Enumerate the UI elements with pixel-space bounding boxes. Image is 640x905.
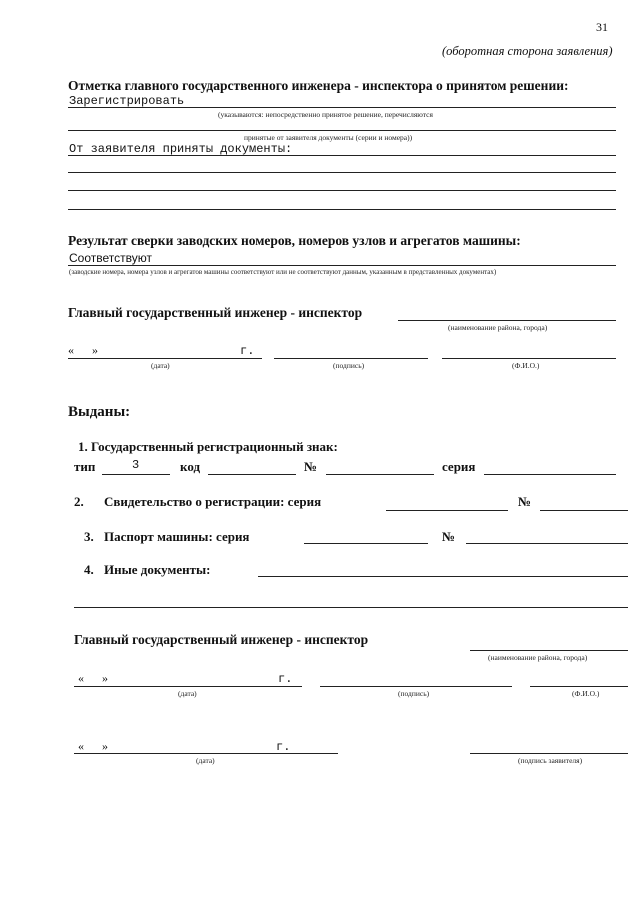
plate-code-label: код: [180, 459, 201, 474]
inspector1-fio-line: [442, 358, 616, 359]
passport-number-line[interactable]: [466, 543, 628, 544]
plate-series-line[interactable]: [484, 474, 616, 475]
inspector2-signature-caption: (подпись): [398, 689, 430, 698]
applicant-date-caption: (дата): [196, 756, 215, 765]
inspector1-quote-close: »: [92, 343, 98, 357]
certificate-number-line[interactable]: [540, 510, 628, 511]
inspector2-year: г.: [278, 672, 293, 686]
plate-type-label: тип: [74, 459, 96, 474]
applicant-date-line: [74, 753, 338, 754]
inspector2-fio-line: [530, 686, 628, 687]
passport-series-line[interactable]: [304, 543, 428, 544]
certificate-series-line[interactable]: [386, 510, 508, 511]
decision-caption-1: (указываются: непосредственно принятое решение, перечисляются: [218, 110, 433, 119]
docs-label: От заявителя приняты документы:: [69, 142, 293, 156]
verification-value: Соответствуют: [69, 251, 152, 265]
passport-number-label: №: [442, 529, 456, 544]
issued-item4-label: Иные документы:: [104, 562, 211, 577]
issued-item2-num: 2.: [74, 494, 84, 509]
plate-number-line[interactable]: [326, 474, 434, 475]
applicant-signature-caption: (подпись заявителя): [518, 756, 583, 765]
applicant-quote-open: «: [78, 739, 84, 753]
other-docs-line-2[interactable]: [74, 607, 628, 608]
certificate-number-label: №: [518, 494, 532, 509]
page-number: 31: [596, 20, 608, 34]
inspector1-region-line: [398, 320, 616, 321]
verification-title: Результат сверки заводских номеров, номеров узлов и агрегатов машины:: [68, 233, 521, 248]
plate-series-label: серия: [442, 459, 476, 474]
decision-value: Зарегистрировать: [69, 94, 185, 108]
applicant-year: г.: [276, 740, 291, 754]
inspector2-quote-close: »: [102, 671, 108, 685]
issued-item1-label: 1. Государственный регистрационный знак:: [78, 439, 338, 454]
inspector2-signature-line: [320, 686, 512, 687]
inspector1-region-caption: (наименование района, города): [448, 323, 548, 332]
applicant-quote-close: »: [102, 739, 108, 753]
inspector1-fio-caption: (Ф.И.О.): [512, 361, 540, 370]
other-docs-line-1[interactable]: [258, 576, 628, 577]
reverse-side-note: (оборотная сторона заявления): [442, 44, 613, 58]
inspector2-title: Главный государственный инженер - инспектор: [74, 632, 369, 647]
verification-line: [68, 265, 616, 266]
plate-type-line[interactable]: [102, 474, 170, 475]
inspector2-date-caption: (дата): [178, 689, 197, 698]
docs-line-2: [68, 172, 616, 173]
applicant-signature-line: [470, 753, 628, 754]
inspector1-title: Главный государственный инженер - инспектор: [68, 305, 363, 320]
inspector2-fio-caption: (Ф.И.О.): [572, 689, 600, 698]
docs-line-4: [68, 209, 616, 210]
plate-number-label: №: [304, 459, 318, 474]
inspector2-region-line: [470, 650, 628, 651]
inspector1-signature-caption: (подпись): [333, 361, 365, 370]
decision-title: Отметка главного государственного инженера - инспектора о принятом решении:: [68, 78, 569, 93]
decision-caption-2: принятые от заявителя документы (серии и номера)): [244, 133, 413, 142]
issued-item3-num: 3.: [84, 529, 94, 544]
inspector1-year: г.: [240, 344, 255, 358]
issued-title: Выданы:: [68, 404, 131, 420]
plate-type-value[interactable]: 3: [132, 458, 140, 472]
docs-line-1: [68, 155, 616, 156]
issued-item2-label: Свидетельство о регистрации: серия: [104, 494, 322, 509]
inspector1-quote-open: «: [68, 343, 74, 357]
inspector2-region-caption: (наименование района, города): [488, 653, 588, 662]
verification-caption: (заводские номера, номера узлов и агрегатов машины соответствуют или не соответствуют данным, указанным в представленных документах): [69, 268, 497, 276]
decision-line-2: [68, 130, 616, 131]
inspector2-date-line: [74, 686, 302, 687]
inspector1-signature-line: [274, 358, 428, 359]
issued-item3-label: Паспорт машины: серия: [104, 529, 250, 544]
plate-code-line[interactable]: [208, 474, 296, 475]
inspector2-quote-open: «: [78, 671, 84, 685]
docs-line-3: [68, 190, 616, 191]
decision-line: [68, 107, 616, 108]
inspector1-date-caption: (дата): [151, 361, 170, 370]
inspector1-date-line: [68, 358, 262, 359]
issued-item4-num: 4.: [84, 562, 94, 577]
